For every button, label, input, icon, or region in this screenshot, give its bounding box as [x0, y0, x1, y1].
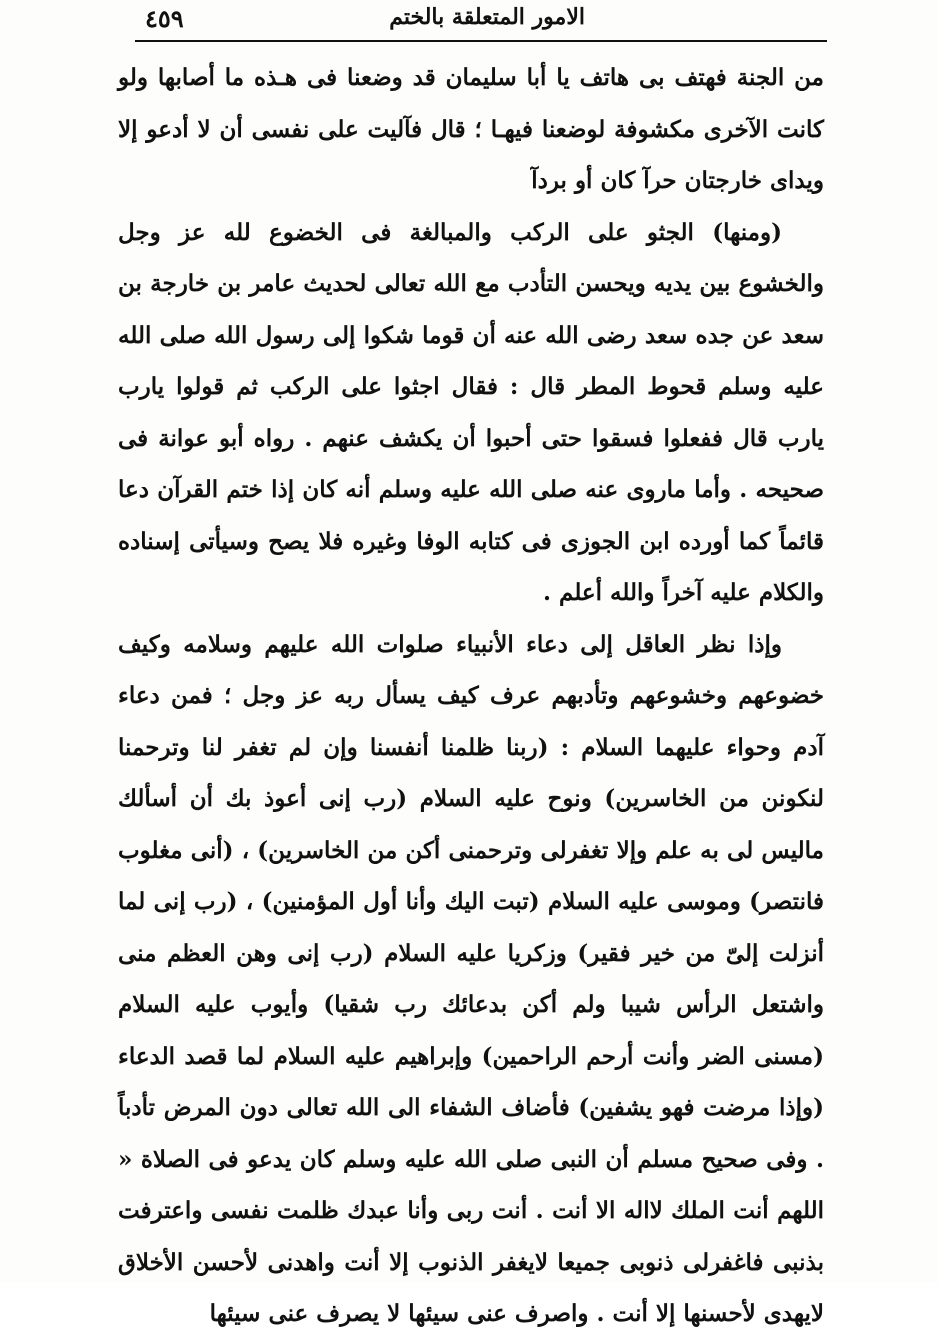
page-number: ٤٥٩ [145, 4, 184, 33]
running-header [135, 2, 825, 42]
paragraph-kneeling: (ومنها) الجثو على الركب والمبالغة فى الخضوع لله عز وجل والخشوع بين يديه ويحسن التأدب مع الله تعالى لحديث عامر بن خارجة بن سعد عن جده سعد رضى الله عنه أن قوما شكوا إلى رسول الله صلى الله عليه وسلم قحوط المطر قال : فقال اجثوا على الركب ثم قولوا يارب يارب قال ففعلوا فسقوا حتى أحبوا أن يكشف عنهم . رواه أبو عوانة فى صحيحه . وأما ماروى عنه صلى الله عليه وسلم أنه كان إذا ختم القرآن دعا قائماً كما أورده ابن الجوزى فى كتابه الوفا وغيره فلا يصح وسيأتى إسناده والكلام عليه آخراً والله أعلم . [118, 218, 824, 606]
paragraph-continuation: من الجنة فهتف بى هاتف يا أبا سليمان قد وضعنا فى هـذه ما أصابها ولو كانت الآخرى مكشوفة لوضعنا فيهـا ؛ قال فآليت على نفسى أن لا أدعو إلا ويداى خارجتان حرآ كان أو بردآ [118, 64, 824, 194]
body-text [118, 52, 824, 1340]
paragraph-prophets-prayers: وإذا نظر العاقل إلى دعاء الأنبياء صلوات الله عليهم وسلامه وكيف خضوعهم وخشوعهم وتأدبهم عرف كيف يسأل ربه عز وجل ؛ فمن دعاء آدم وحواء عليهما السلام : (ربنا ظلمنا أنفسنا وإن لم تغفر لنا وترحمنا لنكونن من الخاسرين) ونوح عليه السلام (رب إنى أعوذ بك أن أسألك ماليس لى به علم وإلا تغفرلى وترحمنى أكن من الخاسرين) ، (أنى مغلوب فانتصر) وموسى عليه السلام (تبت اليك وأنا أول المؤمنين) ، (رب إنى لما أنزلت إلىّ من خير فقير) وزكريا عليه السلام (رب إنى وهن العظم منى واشتعل الرأس شيبا ولم أكن بدعائك رب شقيا) وأيوب عليه السلام (مسنى الضر وأنت أرحم الراحمين) وإبراهيم عليه السلام لما قصد الدعاء (وإذا مرضت فهو يشفين) فأضاف الشفاء الى الله تعالى دون المرض تأدباً . وفى صحيح مسلم أن النبى صلى الله عليه وسلم كان يدعو فى الصلاة « اللهم أنت الملك لااله الا أنت . أنت ربى وأنا عبدك ظلمت نفسى واعترفت بذنبى فاغفرلى ذنوبى جميعا لايغفر الذنوب إلا أنت واهدنى لأحسن الأخلاق لايهدى لأحسنها إلا أنت . واصرف عنى سيئها لا يصرف عنى سيئها [118, 630, 824, 1327]
running-title: الامور المتعلقة بالختم [389, 4, 585, 30]
header-rule [135, 40, 827, 42]
